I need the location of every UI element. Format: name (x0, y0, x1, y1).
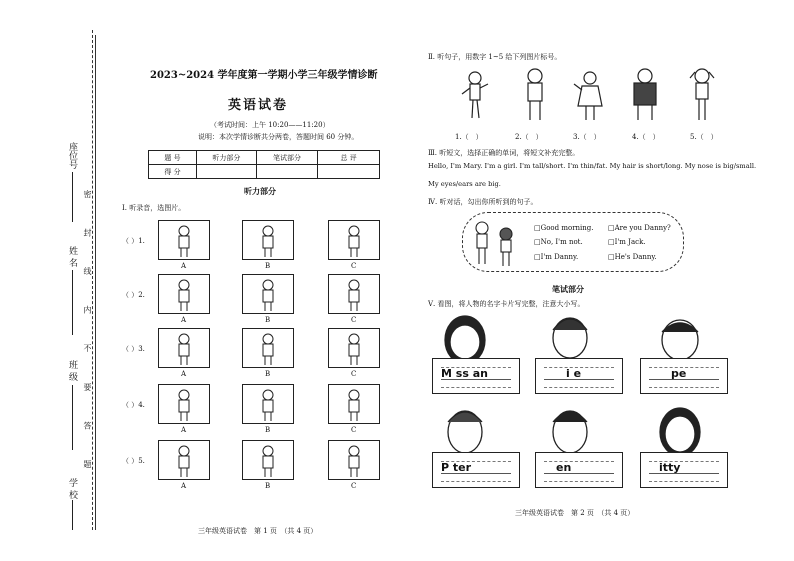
name-card-miss-fan[interactable] (432, 358, 520, 394)
q1-option-label: B (265, 482, 271, 490)
q1-picture-option[interactable] (242, 328, 294, 368)
q2-figures (440, 64, 730, 128)
q1-option-label: B (265, 262, 271, 270)
name-card-kitty[interactable] (640, 452, 728, 488)
name-card-mike[interactable] (535, 358, 623, 394)
q4-option-hes-danny[interactable]: □He's Danny. (608, 253, 657, 261)
q1-picture-option[interactable] (158, 220, 210, 260)
q2-blank-1[interactable]: 1.（ ） (455, 133, 483, 141)
q1-option-label: B (265, 426, 271, 434)
q1-picture-option[interactable] (242, 384, 294, 424)
name-card-text: i e (566, 367, 582, 380)
figure-3 (574, 72, 602, 120)
q1-picture-option[interactable] (328, 440, 380, 480)
q4-option-good-morning[interactable]: □Good morning. (534, 224, 594, 232)
name-field[interactable] (72, 270, 73, 335)
q1-picture-option[interactable] (328, 274, 380, 314)
score-table (148, 150, 380, 179)
exam-time: （考试时间：上午 10:20——11:20） (210, 121, 330, 129)
listening-section-title: 听力部分 (244, 186, 276, 196)
score-header: 听力部分 (196, 151, 256, 165)
q2-title: Ⅱ. 听句子，用数字 1~5 给下列图片标号。 (428, 53, 562, 61)
name-card-peter[interactable] (432, 452, 520, 488)
score-cell[interactable] (318, 165, 380, 179)
q2-blank-2[interactable]: 2.（ ） (515, 133, 543, 141)
name-card-text: P ter (441, 461, 472, 474)
page-footer: 三年级英语试卷 第 1 页 （共 4 页） (198, 527, 318, 535)
q4-title: Ⅳ. 听对话，勾出你所听到的句子。 (428, 198, 538, 206)
q1-item-number[interactable]: （ ）4. (122, 401, 145, 409)
name-card-text: pe (671, 367, 687, 380)
exam-note: 说明：本次学情诊断共分两卷，答题时间 60 分钟。 (198, 133, 359, 141)
school-field[interactable] (72, 500, 73, 530)
q2-blank-4[interactable]: 4.（ ） (632, 133, 660, 141)
binding-cut-line (92, 30, 99, 530)
figure-5 (690, 69, 714, 120)
score-header: 笔试部分 (256, 151, 318, 165)
exam-subtitle: 英语试卷 (228, 98, 289, 113)
q1-picture-option[interactable] (158, 440, 210, 480)
q1-option-label: A (181, 426, 187, 434)
name-label: 姓 名 (67, 246, 77, 267)
page-footer-right: 三年级英语试卷 第 2 页 （共 4 页） (515, 509, 635, 517)
name-card-pe[interactable] (640, 358, 728, 394)
q3-text-line-1[interactable]: Hello, I'm Mary. I'm a girl. I'm tall/short. I'm thin/fat. My hair is short/long. My nose is big/small. (428, 162, 757, 170)
q1-item-number[interactable]: （ ）5. (122, 457, 145, 465)
seat-label: 座位号 (67, 142, 77, 169)
score-header: 题 号 (149, 151, 197, 165)
q1-picture-option[interactable] (158, 328, 210, 368)
q1-option-label: C (351, 262, 357, 270)
seat-field[interactable] (72, 172, 73, 222)
q4-option-are-you-danny[interactable]: □Are you Danny? (608, 224, 671, 232)
q1-item-number[interactable]: （ ）3. (122, 345, 145, 353)
class-label: 班 级 (67, 360, 77, 381)
q1-item-number[interactable]: （ ）1. (122, 237, 145, 245)
binding-warning: 密 封 线 内 不 要 答 题 (83, 190, 92, 482)
q1-item-number[interactable]: （ ）2. (122, 291, 145, 299)
q3-text-line-2[interactable]: My eyes/ears are big. (428, 180, 501, 188)
q1-option-label: C (351, 370, 357, 378)
name-card-text: itty (659, 461, 681, 474)
q2-blank-3[interactable]: 3.（ ） (573, 133, 601, 141)
q5-title: Ⅴ. 看图，将人物的名字卡片写完整，注意大小写。 (428, 300, 585, 308)
class-field[interactable] (72, 385, 73, 450)
q1-picture-option[interactable] (158, 384, 210, 424)
q1-option-label: A (181, 262, 187, 270)
name-card-ben[interactable] (535, 452, 623, 488)
name-card-text: M ss an (441, 367, 488, 380)
q1-option-label: A (181, 316, 187, 324)
figure-2 (528, 69, 542, 120)
q1-option-label: B (265, 370, 271, 378)
score-row-label: 得 分 (149, 165, 197, 179)
q1-picture-option[interactable] (328, 384, 380, 424)
q4-children-figure (468, 216, 528, 268)
name-card-text: en (556, 461, 572, 474)
q1-option-label: A (181, 370, 187, 378)
figure-4 (634, 69, 656, 120)
q1-picture-option[interactable] (242, 274, 294, 314)
q1-title: Ⅰ. 听录音，选图片。 (122, 204, 186, 212)
q1-picture-option[interactable] (242, 440, 294, 480)
q1-picture-option[interactable] (328, 220, 380, 260)
q1-picture-option[interactable] (328, 328, 380, 368)
q2-blank-5[interactable]: 5.（ ） (690, 133, 718, 141)
q1-option-label: B (265, 316, 271, 324)
q1-option-label: C (351, 316, 357, 324)
writing-section-title: 笔试部分 (552, 284, 584, 294)
score-header: 总 评 (318, 151, 380, 165)
q3-title: Ⅲ. 听短文，选择正确的单词，将短文补充完整。 (428, 149, 580, 157)
figure-1 (462, 72, 488, 118)
q4-option-no-im-not[interactable]: □No, I'm not. (534, 238, 583, 246)
exam-title: 2023~2024 学年度第一学期小学三年级学情诊断 (150, 70, 378, 81)
q4-option-im-danny[interactable]: □I'm Danny. (534, 253, 579, 261)
score-cell[interactable] (196, 165, 256, 179)
q1-picture-option[interactable] (242, 220, 294, 260)
q1-picture-option[interactable] (158, 274, 210, 314)
q1-option-label: C (351, 482, 357, 490)
school-label: 学 校 (67, 478, 77, 499)
q1-option-label: C (351, 426, 357, 434)
score-cell[interactable] (256, 165, 318, 179)
q1-option-label: A (181, 482, 187, 490)
q4-option-im-jack[interactable]: □I'm Jack. (608, 238, 646, 246)
